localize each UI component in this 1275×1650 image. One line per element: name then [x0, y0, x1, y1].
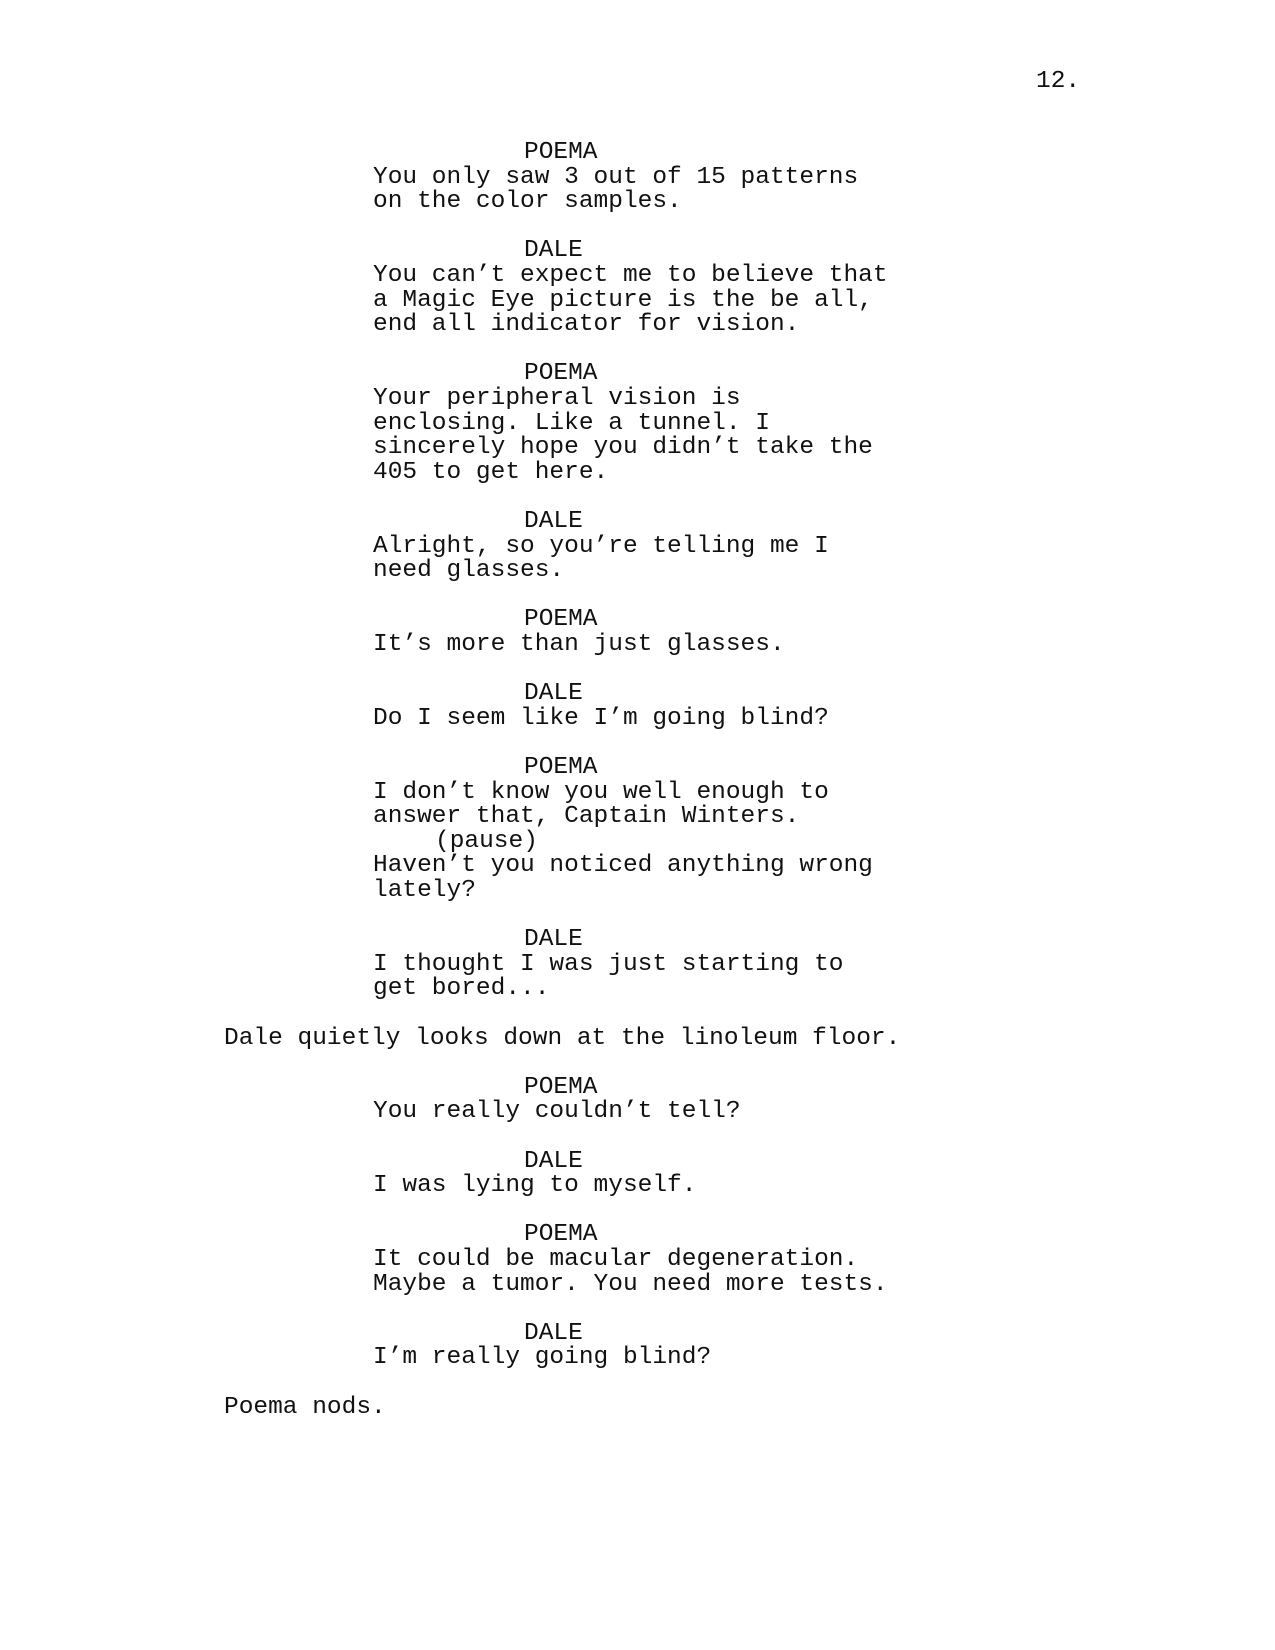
dialogue-line: It’s more than just glasses.: [373, 631, 785, 658]
dialogue-line: end all indicator for vision.: [373, 311, 800, 339]
dialogue-line: enclosing. Like a tunnel. I: [373, 409, 770, 437]
dialogue-line: answer that, Captain Winters.: [373, 803, 800, 831]
character-name: DALE: [524, 680, 583, 708]
parenthetical: (pause): [435, 827, 538, 855]
dialogue-line: Do I seem like I’m going blind?: [373, 704, 829, 732]
dialogue-line: Your peripheral vision is: [373, 385, 741, 412]
character-name: POEMA: [524, 360, 598, 388]
dialogue-line: I was lying to myself.: [373, 1172, 697, 1200]
dialogue-line: You only saw 3 out of 15 patterns: [373, 163, 859, 191]
dialogue-line: 405 to get here.: [373, 458, 609, 486]
dialogue-line: sincerely hope you didn’t take the: [373, 434, 873, 462]
character-name: DALE: [524, 508, 583, 535]
character-name: POEMA: [524, 1221, 598, 1249]
character-name: POEMA: [524, 754, 598, 781]
dialogue-line: I thought I was just starting to: [373, 950, 844, 978]
page-number: 12.: [1036, 68, 1081, 95]
dialogue-line: Alright, so you’re telling me I: [373, 532, 829, 560]
character-name: DALE: [524, 926, 583, 954]
dialogue-line: get bored...: [373, 975, 550, 1003]
action-line: Poema nods.: [224, 1393, 386, 1421]
action-line: Dale quietly looks down at the linoleum floor.: [224, 1024, 901, 1052]
character-name: DALE: [524, 1147, 583, 1175]
character-name: DALE: [524, 1319, 583, 1347]
character-name: POEMA: [524, 139, 598, 166]
dialogue-line: You can’t expect me to believe that: [373, 262, 888, 289]
dialogue-line: Haven’t you noticed anything wrong: [373, 852, 873, 880]
character-name: POEMA: [524, 1073, 598, 1101]
dialogue-line: a Magic Eye picture is the be all,: [373, 286, 873, 314]
dialogue-line: You really couldn’t tell?: [373, 1098, 741, 1126]
dialogue-line: It could be macular degeneration.: [373, 1246, 859, 1273]
dialogue-line: lately?: [373, 877, 476, 904]
dialogue-line: Maybe a tumor. You need more tests.: [373, 1270, 888, 1298]
character-name: POEMA: [524, 606, 598, 634]
dialogue-line: I’m really going blind?: [373, 1344, 712, 1372]
dialogue-line: on the color samples.: [373, 188, 682, 216]
dialogue-line: need glasses.: [373, 557, 565, 585]
character-name: DALE: [524, 237, 583, 265]
dialogue-line: I don’t know you well enough to: [373, 778, 829, 806]
